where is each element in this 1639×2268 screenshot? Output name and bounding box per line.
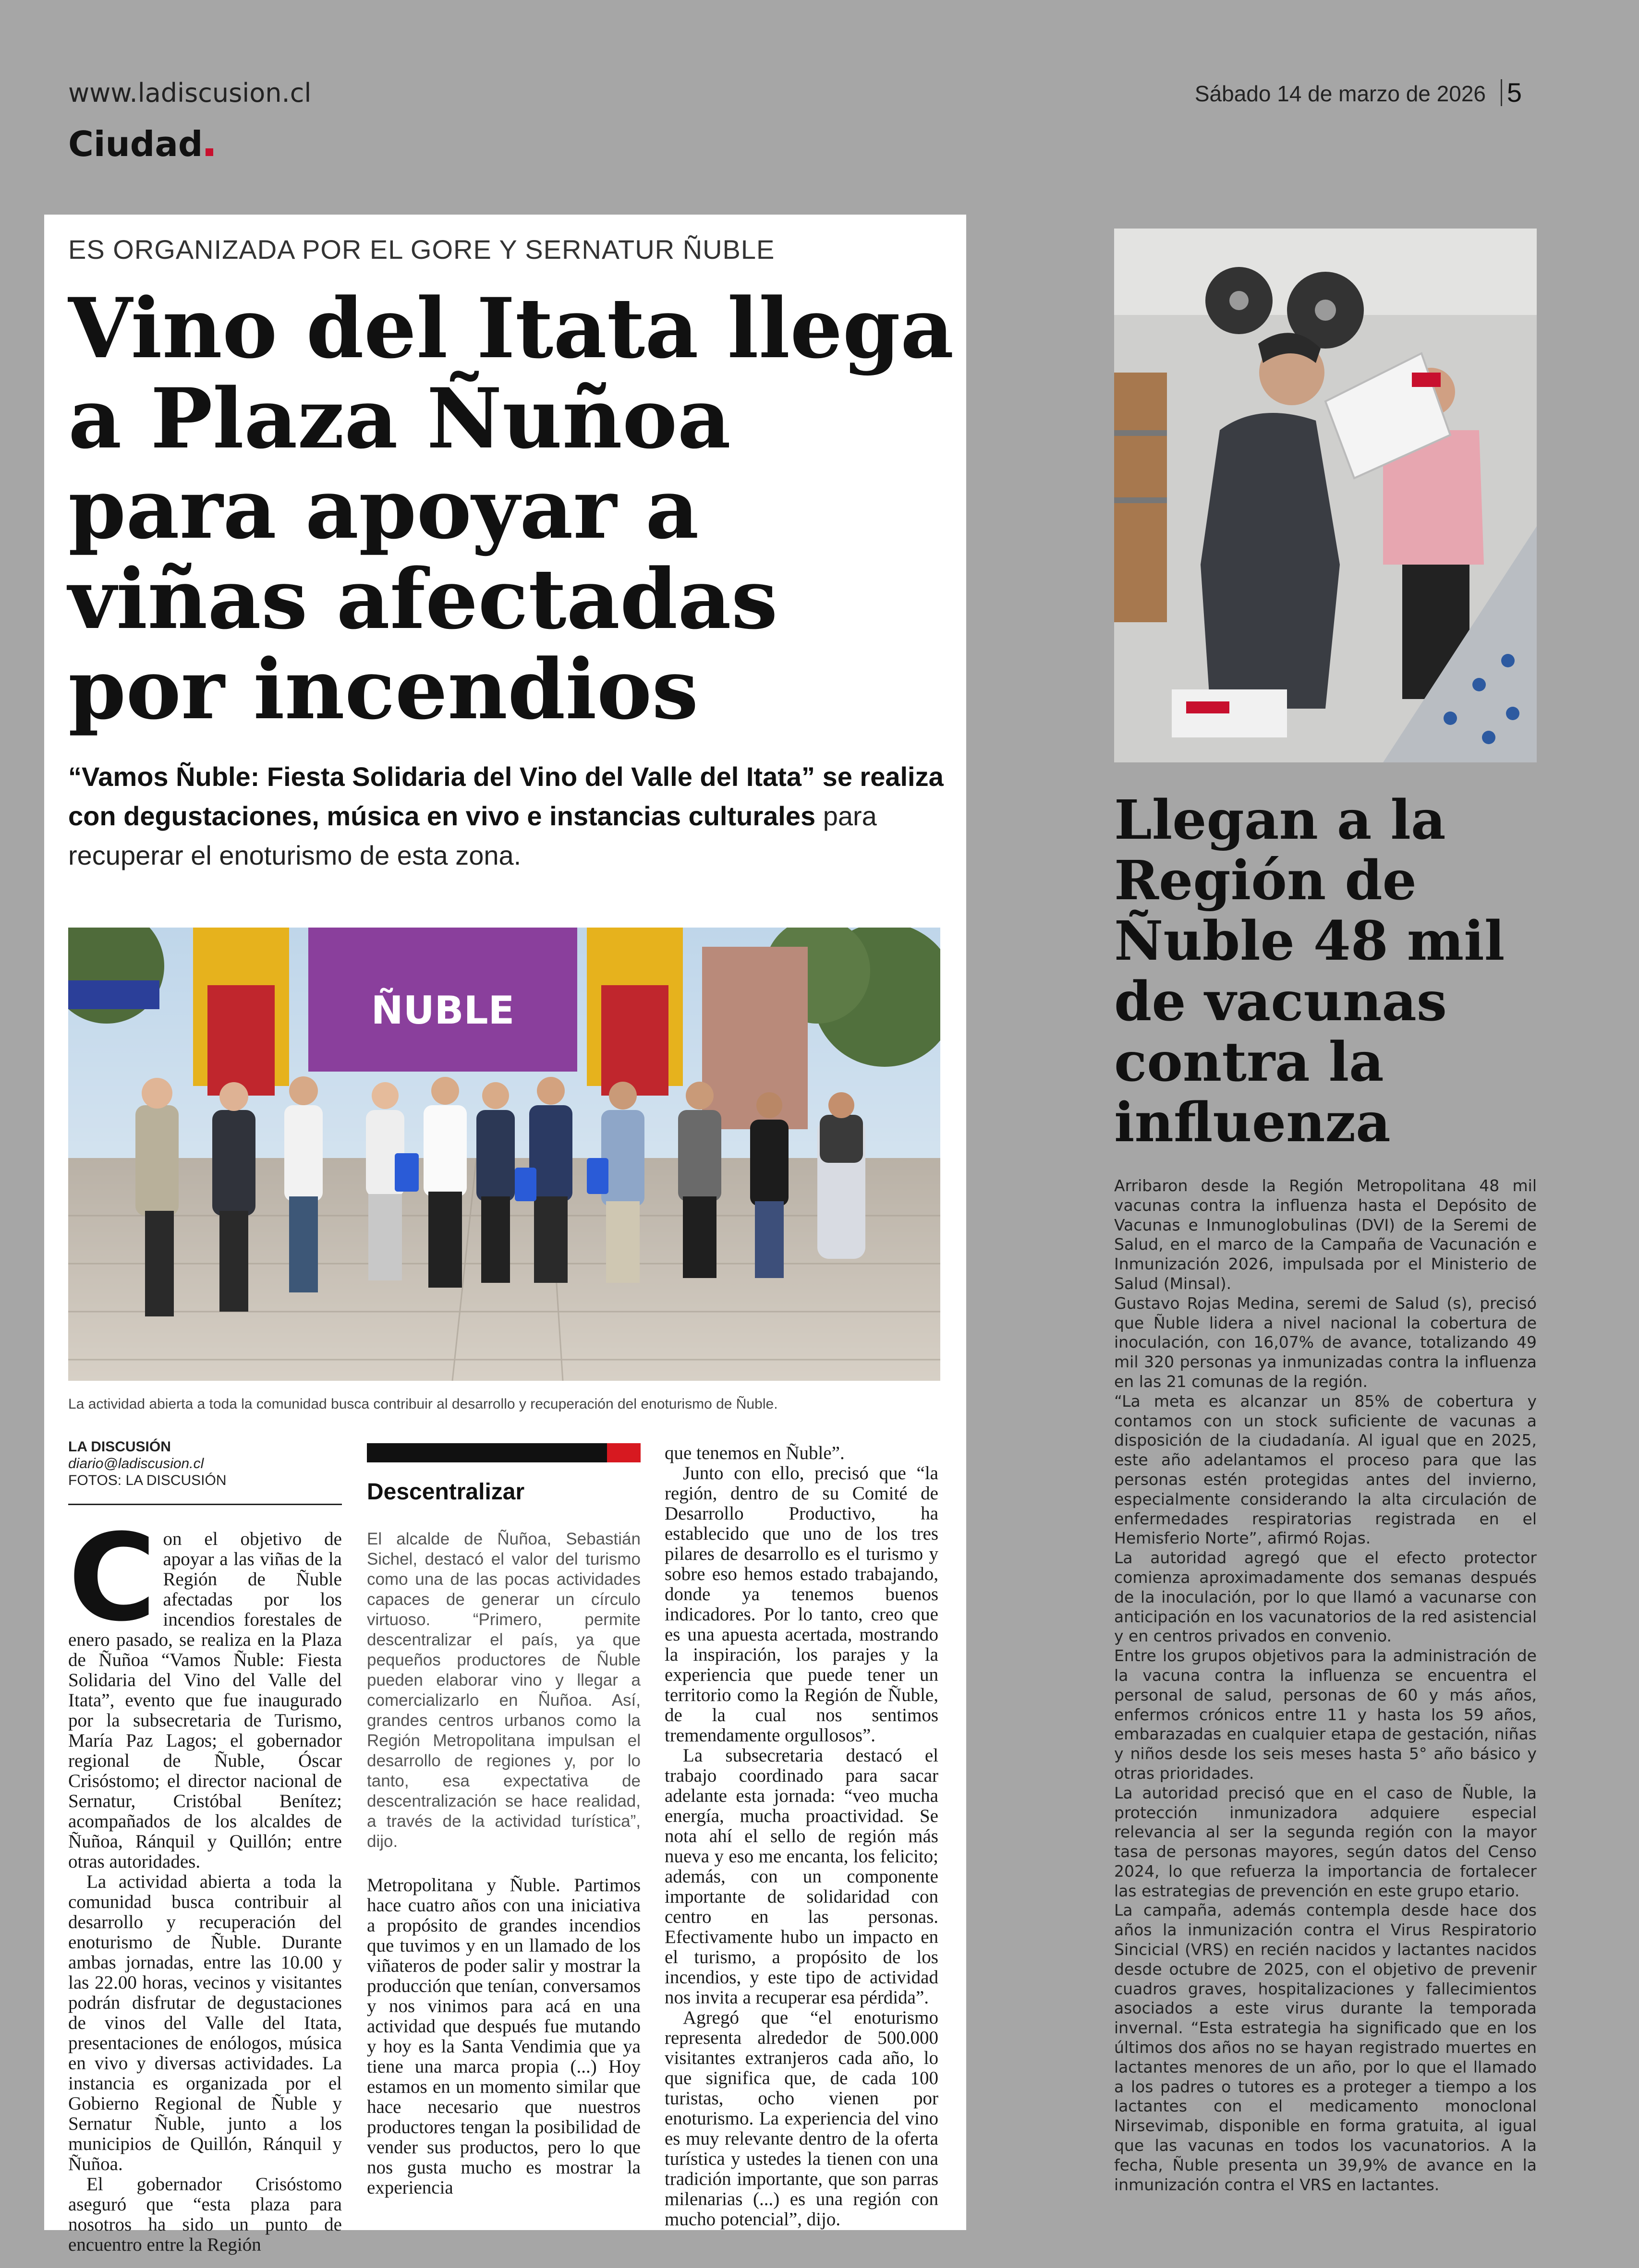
headline-line: por incendios [68, 640, 699, 738]
section-label: Ciudad [68, 124, 203, 164]
side-article-headline [1114, 790, 1546, 1153]
header-divider [1501, 79, 1502, 106]
stage-banner-text: ÑUBLE [371, 988, 515, 1033]
body-paragraph: El gobernador Crisóstomo aseguró que “esta plaza para nosotros ha sido un punto de encuentro entre la Región [68, 2174, 342, 2255]
body-column-3 [665, 1443, 938, 2230]
body-paragraph [68, 1508, 342, 1872]
section-dot [206, 148, 213, 156]
headline-line: Región de [1114, 849, 1417, 912]
byline-org: LA DISCUSIÓN [68, 1439, 171, 1455]
vaccine-photo-illustration [1114, 229, 1537, 762]
byline-photos: FOTOS: LA DISCUSIÓN [68, 1472, 227, 1488]
photo-caption: La actividad abierta a toda la comunidad busca contribuir al desarrollo y recuperación del enoturismo de Ñuble. [68, 1396, 778, 1412]
site-url[interactable]: www.ladiscusion.cl [68, 78, 312, 108]
body-paragraph: La actividad abierta a toda la comunidad busca contribuir al desarrollo y recuperación del enoturismo de Ñuble. Durante ambas jornadas, entre las 10.00 y las 22.00 horas, vecinos y visitantes podrán disfrutar de degustaciones de vinos del Valle del Itata, presentaciones de enólogos, música en vivo y diversas actividades. La instancia es organizada por el Gobierno Regional de Ñuble y Sernatur Ñuble, junto a los municipios de Quillón, Ránquil y Ñuñoa. [68, 1871, 342, 2174]
byline [68, 1438, 227, 1489]
deck-bold: “Vamos Ñuble: Fiesta Solidaria del Vino del Valle del Itata” se realiza con degustaciones, música en vivo e instancias culturales [68, 761, 944, 831]
body-column-2-lead: El alcalde de Ñuñoa, Sebastián Sichel, destacó el valor del turismo como una de las pocas actividades capaces de generar un círculo virtuoso. “Primero, permite descentralizar el país, ya que pequeños productores de Ñuble pueden elaborar vino y llegar a comercializarlo en Ñuñoa. Así, grandes centros urbanos como la Región Metropolitana impulsan el desarrollo de regiones y, por lo tanto, esa expectativa de descentralización se hace realidad, a través de la actividad turística”, dijo. [367, 1530, 641, 1851]
body-paragraph: Agregó que “el enoturismo representa alrededor de 500.000 visitantes extranjeros cada año, lo que significa que, de cada 100 turistas, ocho vienen por enoturismo. La experiencia del vino es muy relevante dentro de la oferta turística y ustedes la tienen con una tradición importante, que son parras milenarias (...) es una región con mucho potencial”, dijo. [665, 2007, 938, 2230]
article-deck [68, 757, 947, 875]
headline-line: a Plaza Ñuñoa [68, 370, 731, 467]
side-paragraph: La autoridad agregó que el efecto protector comienza aproximadamente dos semanas después de la inoculación, por lo que llamó a vacunarse con anticipación en los vacunatorios de la red asistencial y en centros privados en convenio. [1114, 1548, 1537, 1646]
headline-line: contra la [1114, 1031, 1384, 1094]
side-paragraph: Gustavo Rojas Medina, seremi de Salud (s), precisó que Ñuble lidera a nivel nacional la cobertura de inoculación, con 16,07% de avance, totalizando 49 mil 320 personas ya inmunizadas contra la influenza en las 21 comunas de la región. [1114, 1293, 1537, 1391]
vaccine-delivery-photo [1114, 229, 1537, 762]
headline-line: viñas afectadas [68, 550, 778, 648]
deck-rest: para recuperar el enoturismo de esta zona. [68, 801, 877, 870]
body-paragraph: que tenemos en Ñuble”. [665, 1443, 845, 1463]
side-paragraph: La campaña, además contempla desde hace dos años la inmunización contra el Virus Respiratorio Sincicial (VRS) en recién nacidos y lactantes nacidos desde octubre de 2025, con el objetivo de prevenir cuadros graves, hospitalizaciones y fallecimientos asociados a este virus durante la temporada invernal. “Esta estrategia ha significado que en los últimos dos años no se hayan registrado muertes en lactantes menores de un año, por lo que el llamado a los padres o tutores es a proteger a tiempo a los lactantes con el medicamento monoclonal Nirsevimab, disponible en forma gratuita, al igual que las vacunas en todos los vacunatorios. A la fecha, Ñuble presenta un 39,9% de avance en la inmunización contra el VRS en lactantes. [1114, 1901, 1537, 2194]
event-photo-illustration [68, 928, 940, 1381]
subhead-bar-accent [607, 1443, 641, 1462]
subhead-bar [367, 1443, 641, 1462]
body-paragraph: Junto con ello, precisó que “la región, dentro de su Comité de Desarrollo Productivo, ha establecido que uno de los tres pilares de desarrollo es el turismo y sobre eso hemos estado trabajando, donde ya tenemos buenos indicadores. Por lo tanto, creo que es una apuesta acertada, mostrando la inspiración, los parajes y la experiencia que puede tener un territorio como la Región de Ñuble, de la cual nos sentimos tremendamente orgullosos”. [665, 1463, 938, 1746]
body-paragraph: Metropolitana y Ñuble. Partimos hace cuatro años con una iniciativa a propósito de grandes incendios que tuvimos y en un llamado de los viñateros de poder salir y mostrar la producción que tenían, conversamos y nos vinimos para acá en una actividad que después fue mutando y hoy es la Santa Vendimia que ya tiene una marca propia (...) Hoy estamos en un momento similar que hace necesario que nuestros productores tengan la posibilidad de vender sus productos, pero lo que nos gusta mucho es mostrar la experiencia [367, 1875, 641, 2198]
body-column-2 [367, 1875, 641, 2198]
section-title [68, 124, 213, 164]
side-paragraph: Arribaron desde la Región Metropolitana 48 mil vacunas contra la influenza hasta el Depósito de Vacunas e Inmunoglobulinas (DVI) de la Seremi de Salud, en el marco de la Campaña de Vacunación e Inmunización 2026, impulsada por el Ministerio de Salud (Minsal). [1114, 1176, 1537, 1293]
page-number: 5 [1506, 77, 1522, 108]
subhead-descentralizar: Descentralizar [367, 1479, 525, 1505]
headline-line: Llegan a la [1114, 789, 1446, 852]
side-paragraph: “La meta es alcanzar un 85% de cobertura y contamos con un stock suficiente de vacunas a disposición de la ciudadanía. Al igual que en 2025, este año adelantamos el proceso para que las personas estén protegidas antes del invierno, especialmente considerando la alta circulación de enfermedades respiratorias registrada en el Hemisferio Norte”, afirmó Rojas. [1114, 1391, 1537, 1548]
byline-email[interactable]: diario@ladiscusion.cl [68, 1456, 204, 1472]
headline-line: Vino del Itata llega [68, 279, 954, 377]
issue-date: Sábado 14 de marzo de 2026 [1194, 81, 1486, 106]
side-paragraph: Entre los grupos objetivos para la administración de la vacuna contra la influenza se encuentra el personal de salud, personas de 60 y más años, enfermos crónicos entre 11 y hasta los 59 años, embarazadas en cualquier etapa de gestación, niñas y niños desde los seis meses hasta 5° año básico y otras prioridades. [1114, 1646, 1537, 1783]
headline-line: influenza [1114, 1091, 1391, 1154]
headline-line: Ñuble 48 mil [1114, 910, 1505, 973]
paragraph-text: on el objetivo de apoyar a las viñas de la Región de Ñuble afectadas por los incendios forestales de enero pasado, se realiza en la Plaza de Ñuñoa “Vamos Ñuble: Fiesta Solidaria del Vino del Valle del Itata”, evento que fue inaugurado por la subsecretaria de Turismo, María Paz Lagos; el gobernador regional de Ñuble, Óscar Crisóstomo; el director nacional de Sernatur, Cristóbal Benítez; acompañados de los alcaldes de Ñuñoa, Ránquil y Quillón; entre otras autoridades. [68, 1529, 342, 1872]
byline-divider [68, 1504, 342, 1505]
article-headline [68, 279, 961, 738]
headline-line: de vacunas [1114, 970, 1447, 1033]
side-article-body [1114, 1176, 1537, 2195]
body-paragraph: La subsecretaria destacó el trabajo coordinado para sacar adelante esta jornada: “veo mucha energía, mucha proactividad. Se nota ahí el sello de región más nueva y eso me encanta, los felicito; además, con un componente importante de solidaridad con centro en las personas. Efectivamente hubo un impacto en el turismo, a propósito de los incendios, y este tipo de actividad nos invita a recuperar esa pérdida”. [665, 1745, 938, 2008]
headline-line: para apoyar a [68, 460, 699, 557]
drop-cap: C [68, 1508, 157, 1648]
side-paragraph: La autoridad precisó que en el caso de Ñuble, la protección inmunizadora adquiere especial relevancia al ser la segunda región con la mayor tasa de personas mayores, según datos del Censo 2024, lo que refuerza la importancia de fortalecer las estrategias de prevención en este grupo etario. [1114, 1783, 1537, 1900]
body-column-1 [68, 1508, 342, 2255]
event-group-photo [68, 928, 940, 1381]
article-kicker: ES ORGANIZADA POR EL GORE Y SERNATUR ÑUBLE [68, 234, 775, 265]
